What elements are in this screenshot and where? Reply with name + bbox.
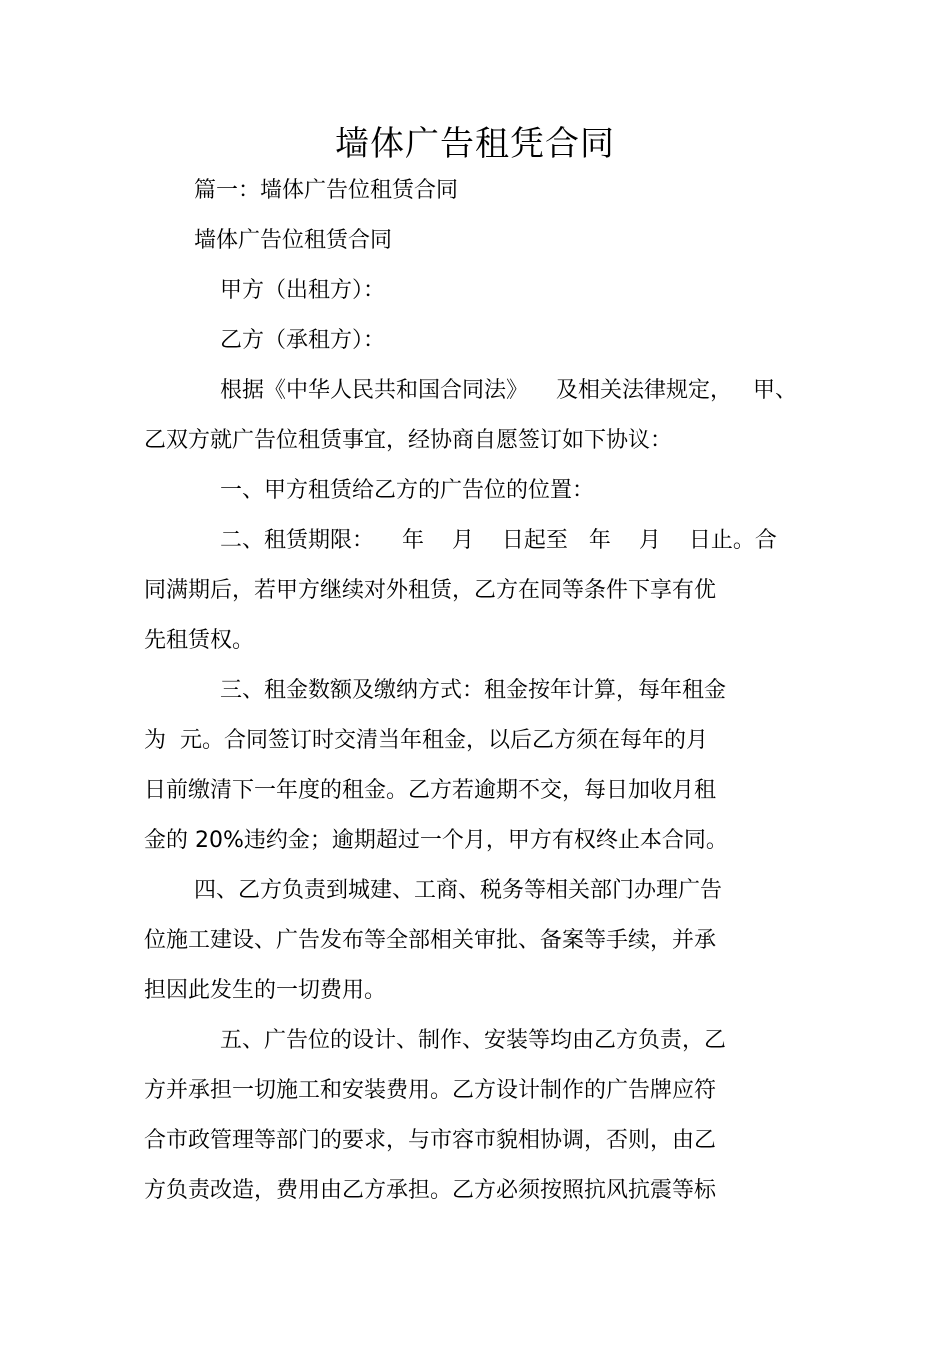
clause-3-line-3: 日前缴清下一年度的租金。乙方若逾期不交，每日加收月租 [144,778,717,803]
clause-4-line-2: 位施工建设、广告发布等全部相关审批、备案等手续，并承 [144,928,717,953]
clause-4-line-3: 担因此发生的一切费用。 [144,978,387,1003]
preamble-line-2: 乙双方就广告位租赁事宜，经协商自愿签订如下协议： [144,428,673,453]
preamble-line-1: 根据《中华人民共和国合同法》 及相关法律规定， 甲、 [220,378,797,403]
clause-3-line-2: 为 元。合同签订时交清当年租金，以后乙方须在每年的月 [144,728,708,753]
clause-5-line-1: 五、广告位的设计、制作、安装等均由乙方负责，乙 [220,1028,727,1053]
clause-3-line-1: 三、租金数额及缴纳方式：租金按年计算，每年租金 [220,678,727,703]
clause-2-line-3: 先租赁权。 [144,628,255,653]
party-b-line: 乙方（承租方）： [220,328,386,353]
section-heading: 篇一：墙体广告位租赁合同 [194,178,459,203]
clause-4-line-1: 四、乙方负责到城建、工商、税务等相关部门办理广告 [194,878,723,903]
clause-5-line-3: 合市政管理等部门的要求，与市容市貌相协调，否则，由乙 [144,1128,717,1153]
document-title: 墙体广告租凭合同 [335,124,615,164]
clause-5-line-2: 方并承担一切施工和安装费用。乙方设计制作的广告牌应符 [144,1078,717,1103]
contract-subtitle: 墙体广告位租赁合同 [194,228,393,253]
clause-1-line-1: 一、甲方租赁给乙方的广告位的位置： [220,478,595,503]
clause-2-line-1: 二、租赁期限： 年 月 日起至 年 月 日止。合 [220,528,777,553]
party-a-line: 甲方（出租方）： [220,278,386,303]
clause-5-line-4: 方负责改造，费用由乙方承担。乙方必须按照抗风抗震等标 [144,1178,717,1203]
clause-3-line-4: 金的 20%违约金；逾期超过一个月，甲方有权终止本合同。 [144,828,728,853]
clause-2-line-2: 同满期后，若甲方继续对外租赁，乙方在同等条件下享有优 [144,578,717,603]
